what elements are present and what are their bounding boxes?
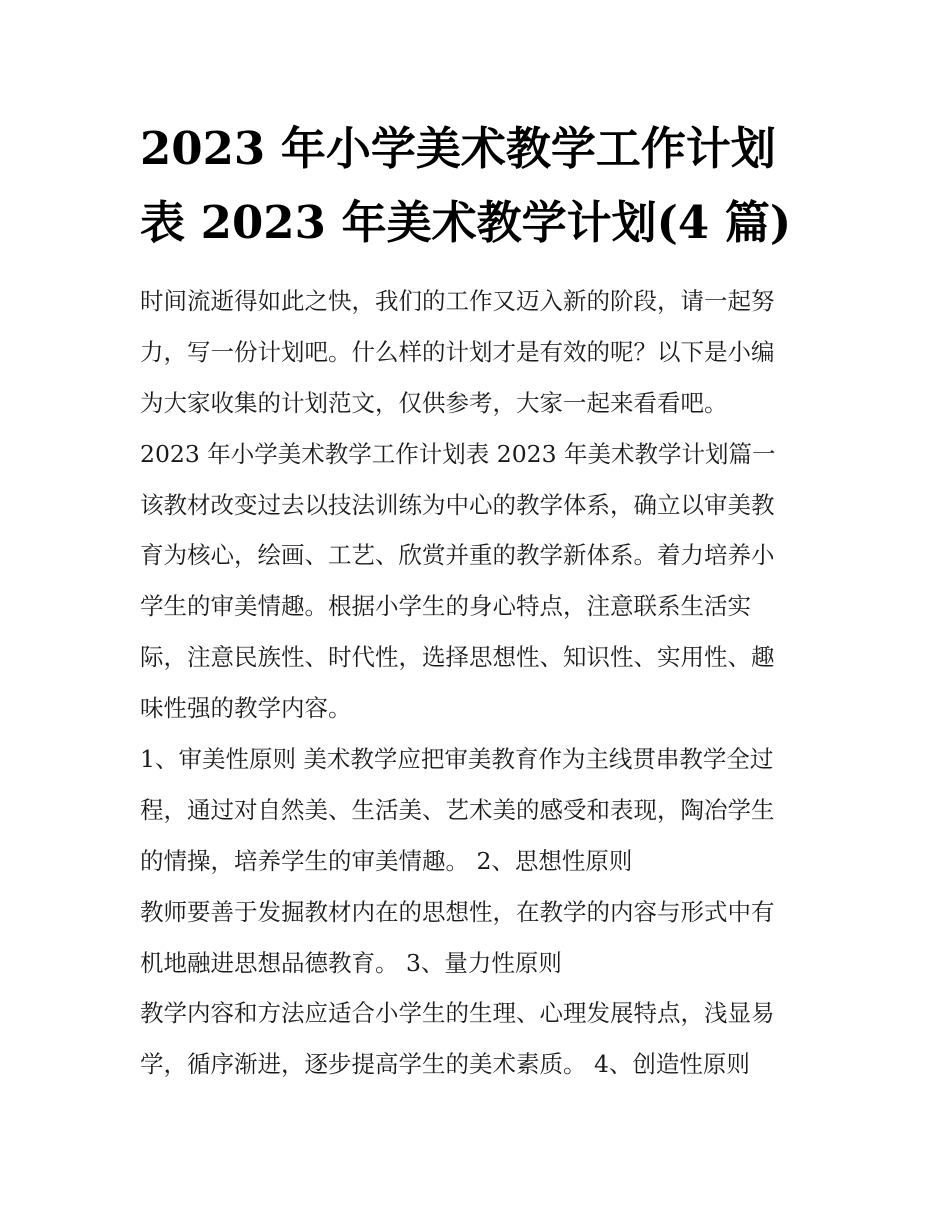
principle-line: 的情操，培养学生的审美情趣。 2、思想性原则 <box>140 846 633 875</box>
section-heading-line: 2023 年小学美术教学工作计划表 2023 年美术教学计划篇一 <box>140 439 776 468</box>
principle-line: 学，循序渐进，逐步提高学生的美术素质。 4、创造性原则 <box>140 1050 750 1079</box>
title-line-1: 2023 年小学美术教学工作计划 <box>140 122 776 175</box>
document-title <box>140 112 820 260</box>
intro-line-1: 时间流逝得如此之快，我们的工作又迈入新的阶段，请一起努 <box>140 287 775 315</box>
paragraph-line: 该教材改变过去以技法训练为中心的教学体系，确立以审美教 <box>140 490 775 519</box>
principle-line: 程，通过对自然美、生活美、艺术美的感受和表现，陶冶学生 <box>140 795 775 824</box>
paragraph-line: 育为核心，绘画、工艺、欣赏并重的教学新体系。着力培养小 <box>140 541 775 570</box>
paragraph-line: 味性强的教学内容。 <box>140 694 352 723</box>
paragraph-line: 学生的审美情趣。根据小学生的身心特点，注意联系生活实 <box>140 592 751 621</box>
paragraph-line: 际，注意民族性、时代性，选择思想性、知识性、实用性、趣 <box>140 643 775 672</box>
document-body <box>140 276 820 1090</box>
principle-line: 教学内容和方法应适合小学生的生理、心理发展特点，浅显易 <box>140 999 775 1028</box>
principle-line: 1、审美性原则 美术教学应把审美教育作为主线贯串教学全过 <box>140 745 774 774</box>
title-line-2: 表 2023 年美术教学计划(4 篇) <box>140 196 792 249</box>
principle-line: 教师要善于发掘教材内在的思想性，在教学的内容与形式中有 <box>140 897 775 926</box>
intro-line-2: 力，写一份计划吧。什么样的计划才是有效的呢？以下是小编 <box>140 337 775 366</box>
principle-line: 机地融进思想品德教育。 3、量力性原则 <box>140 948 562 977</box>
intro-line-3: 为大家收集的计划范文，仅供参考，大家一起来看看吧。 <box>140 388 728 417</box>
